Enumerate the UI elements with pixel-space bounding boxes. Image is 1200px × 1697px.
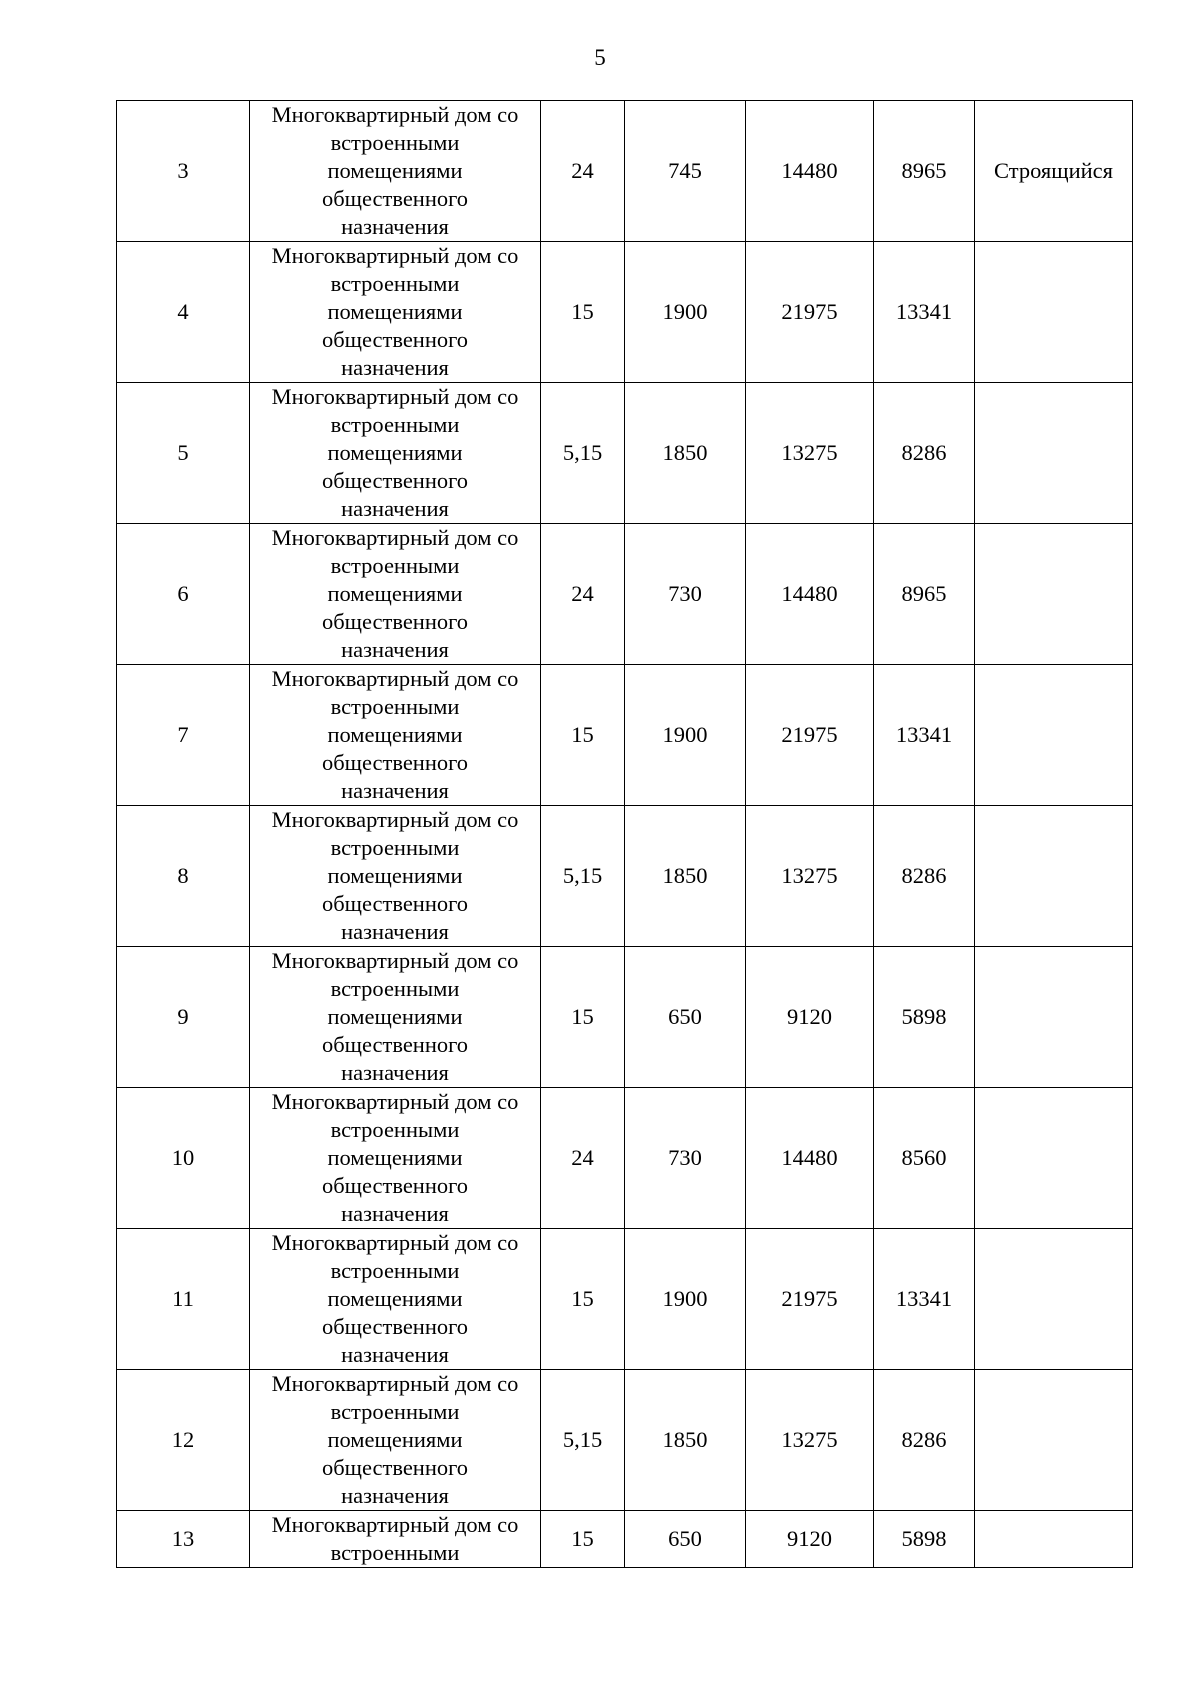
table-row [117,524,1133,665]
status-cell [975,242,1133,383]
object-name-text: Многоквартирный дом со встроенными помещениями общественного назначения [271,1230,519,1367]
land-area-cell: 1900 [625,1229,746,1370]
status-cell [975,665,1133,806]
row-number-cell: 6 [117,524,250,665]
floors-cell: 15 [541,947,625,1088]
living-area-cell: 8965 [874,524,975,665]
floors-cell: 15 [541,665,625,806]
living-area-cell: 13341 [874,665,975,806]
table-row [117,1511,1133,1568]
status-cell [975,383,1133,524]
row-number-cell: 3 [117,101,250,242]
object-name-cell [250,1088,541,1229]
row-number-cell: 9 [117,947,250,1088]
living-area-cell: 5898 [874,1511,975,1568]
total-area-cell: 14480 [746,524,874,665]
row-number-cell: 11 [117,1229,250,1370]
object-name-text: Многоквартирный дом со встроенными помещениями общественного назначения [271,243,519,380]
land-area-cell: 1900 [625,242,746,383]
land-area-cell: 730 [625,1088,746,1229]
object-name-text: Многоквартирный дом со встроенными помещениями общественного назначения [271,102,519,239]
living-area-cell: 5898 [874,947,975,1088]
living-area-cell: 8286 [874,1370,975,1511]
status-cell: Строящийся [975,101,1133,242]
total-area-cell: 14480 [746,1088,874,1229]
row-number-cell: 7 [117,665,250,806]
object-name-text: Многоквартирный дом со встроенными помещениями общественного назначения [271,666,519,803]
floors-cell: 5,15 [541,806,625,947]
table-row [117,1370,1133,1511]
land-area-cell: 745 [625,101,746,242]
living-area-cell: 13341 [874,242,975,383]
object-name-text: Многоквартирный дом со встроенными помещениями общественного назначения [271,1089,519,1226]
floors-cell: 24 [541,101,625,242]
floors-cell: 24 [541,1088,625,1229]
living-area-cell: 8286 [874,806,975,947]
status-cell [975,1088,1133,1229]
land-area-cell: 730 [625,524,746,665]
object-name-text: Многоквартирный дом со встроенными помещениями общественного назначения [271,948,519,1085]
total-area-cell: 21975 [746,1229,874,1370]
table-row [117,242,1133,383]
total-area-cell: 21975 [746,665,874,806]
table-row [117,101,1133,242]
living-area-cell: 8965 [874,101,975,242]
object-name-cell [250,242,541,383]
total-area-cell: 14480 [746,101,874,242]
object-name-cell [250,101,541,242]
status-cell [975,524,1133,665]
floors-cell: 15 [541,242,625,383]
land-area-cell: 650 [625,947,746,1088]
total-area-cell: 21975 [746,242,874,383]
land-area-cell: 1850 [625,383,746,524]
land-area-cell: 1850 [625,806,746,947]
object-name-text: Многоквартирный дом со встроенными помещениями общественного назначения [271,1371,519,1508]
object-name-cell [250,806,541,947]
object-name-cell [250,1229,541,1370]
table-row [117,665,1133,806]
floors-cell: 15 [541,1511,625,1568]
floors-cell: 15 [541,1229,625,1370]
object-name-cell [250,383,541,524]
object-name-text: Многоквартирный дом со встроенными [271,1512,519,1565]
object-name-cell [250,524,541,665]
living-area-cell: 8560 [874,1088,975,1229]
total-area-cell: 9120 [746,1511,874,1568]
floors-cell: 5,15 [541,1370,625,1511]
table-row [117,947,1133,1088]
living-area-cell: 13341 [874,1229,975,1370]
table-row [117,383,1133,524]
status-cell [975,947,1133,1088]
object-name-text: Многоквартирный дом со встроенными помещениями общественного назначения [271,384,519,521]
floors-cell: 5,15 [541,383,625,524]
buildings-table [116,100,1133,1568]
object-name-cell [250,665,541,806]
land-area-cell: 1850 [625,1370,746,1511]
page-number: 5 [594,45,606,70]
land-area-cell: 1900 [625,665,746,806]
object-name-cell [250,1370,541,1511]
living-area-cell: 8286 [874,383,975,524]
object-name-text: Многоквартирный дом со встроенными помещениями общественного назначения [271,807,519,944]
row-number-cell: 10 [117,1088,250,1229]
row-number-cell: 5 [117,383,250,524]
floors-cell: 24 [541,524,625,665]
total-area-cell: 13275 [746,1370,874,1511]
land-area-cell: 650 [625,1511,746,1568]
total-area-cell: 13275 [746,806,874,947]
table-row [117,1088,1133,1229]
row-number-cell: 8 [117,806,250,947]
row-number-cell: 13 [117,1511,250,1568]
row-number-cell: 4 [117,242,250,383]
status-cell [975,806,1133,947]
object-name-text: Многоквартирный дом со встроенными помещениями общественного назначения [271,525,519,662]
table-row [117,806,1133,947]
total-area-cell: 13275 [746,383,874,524]
status-cell [975,1370,1133,1511]
status-cell [975,1511,1133,1568]
table-row [117,1229,1133,1370]
row-number-cell: 12 [117,1370,250,1511]
status-cell [975,1229,1133,1370]
total-area-cell: 9120 [746,947,874,1088]
object-name-cell [250,947,541,1088]
object-name-cell [250,1511,541,1568]
